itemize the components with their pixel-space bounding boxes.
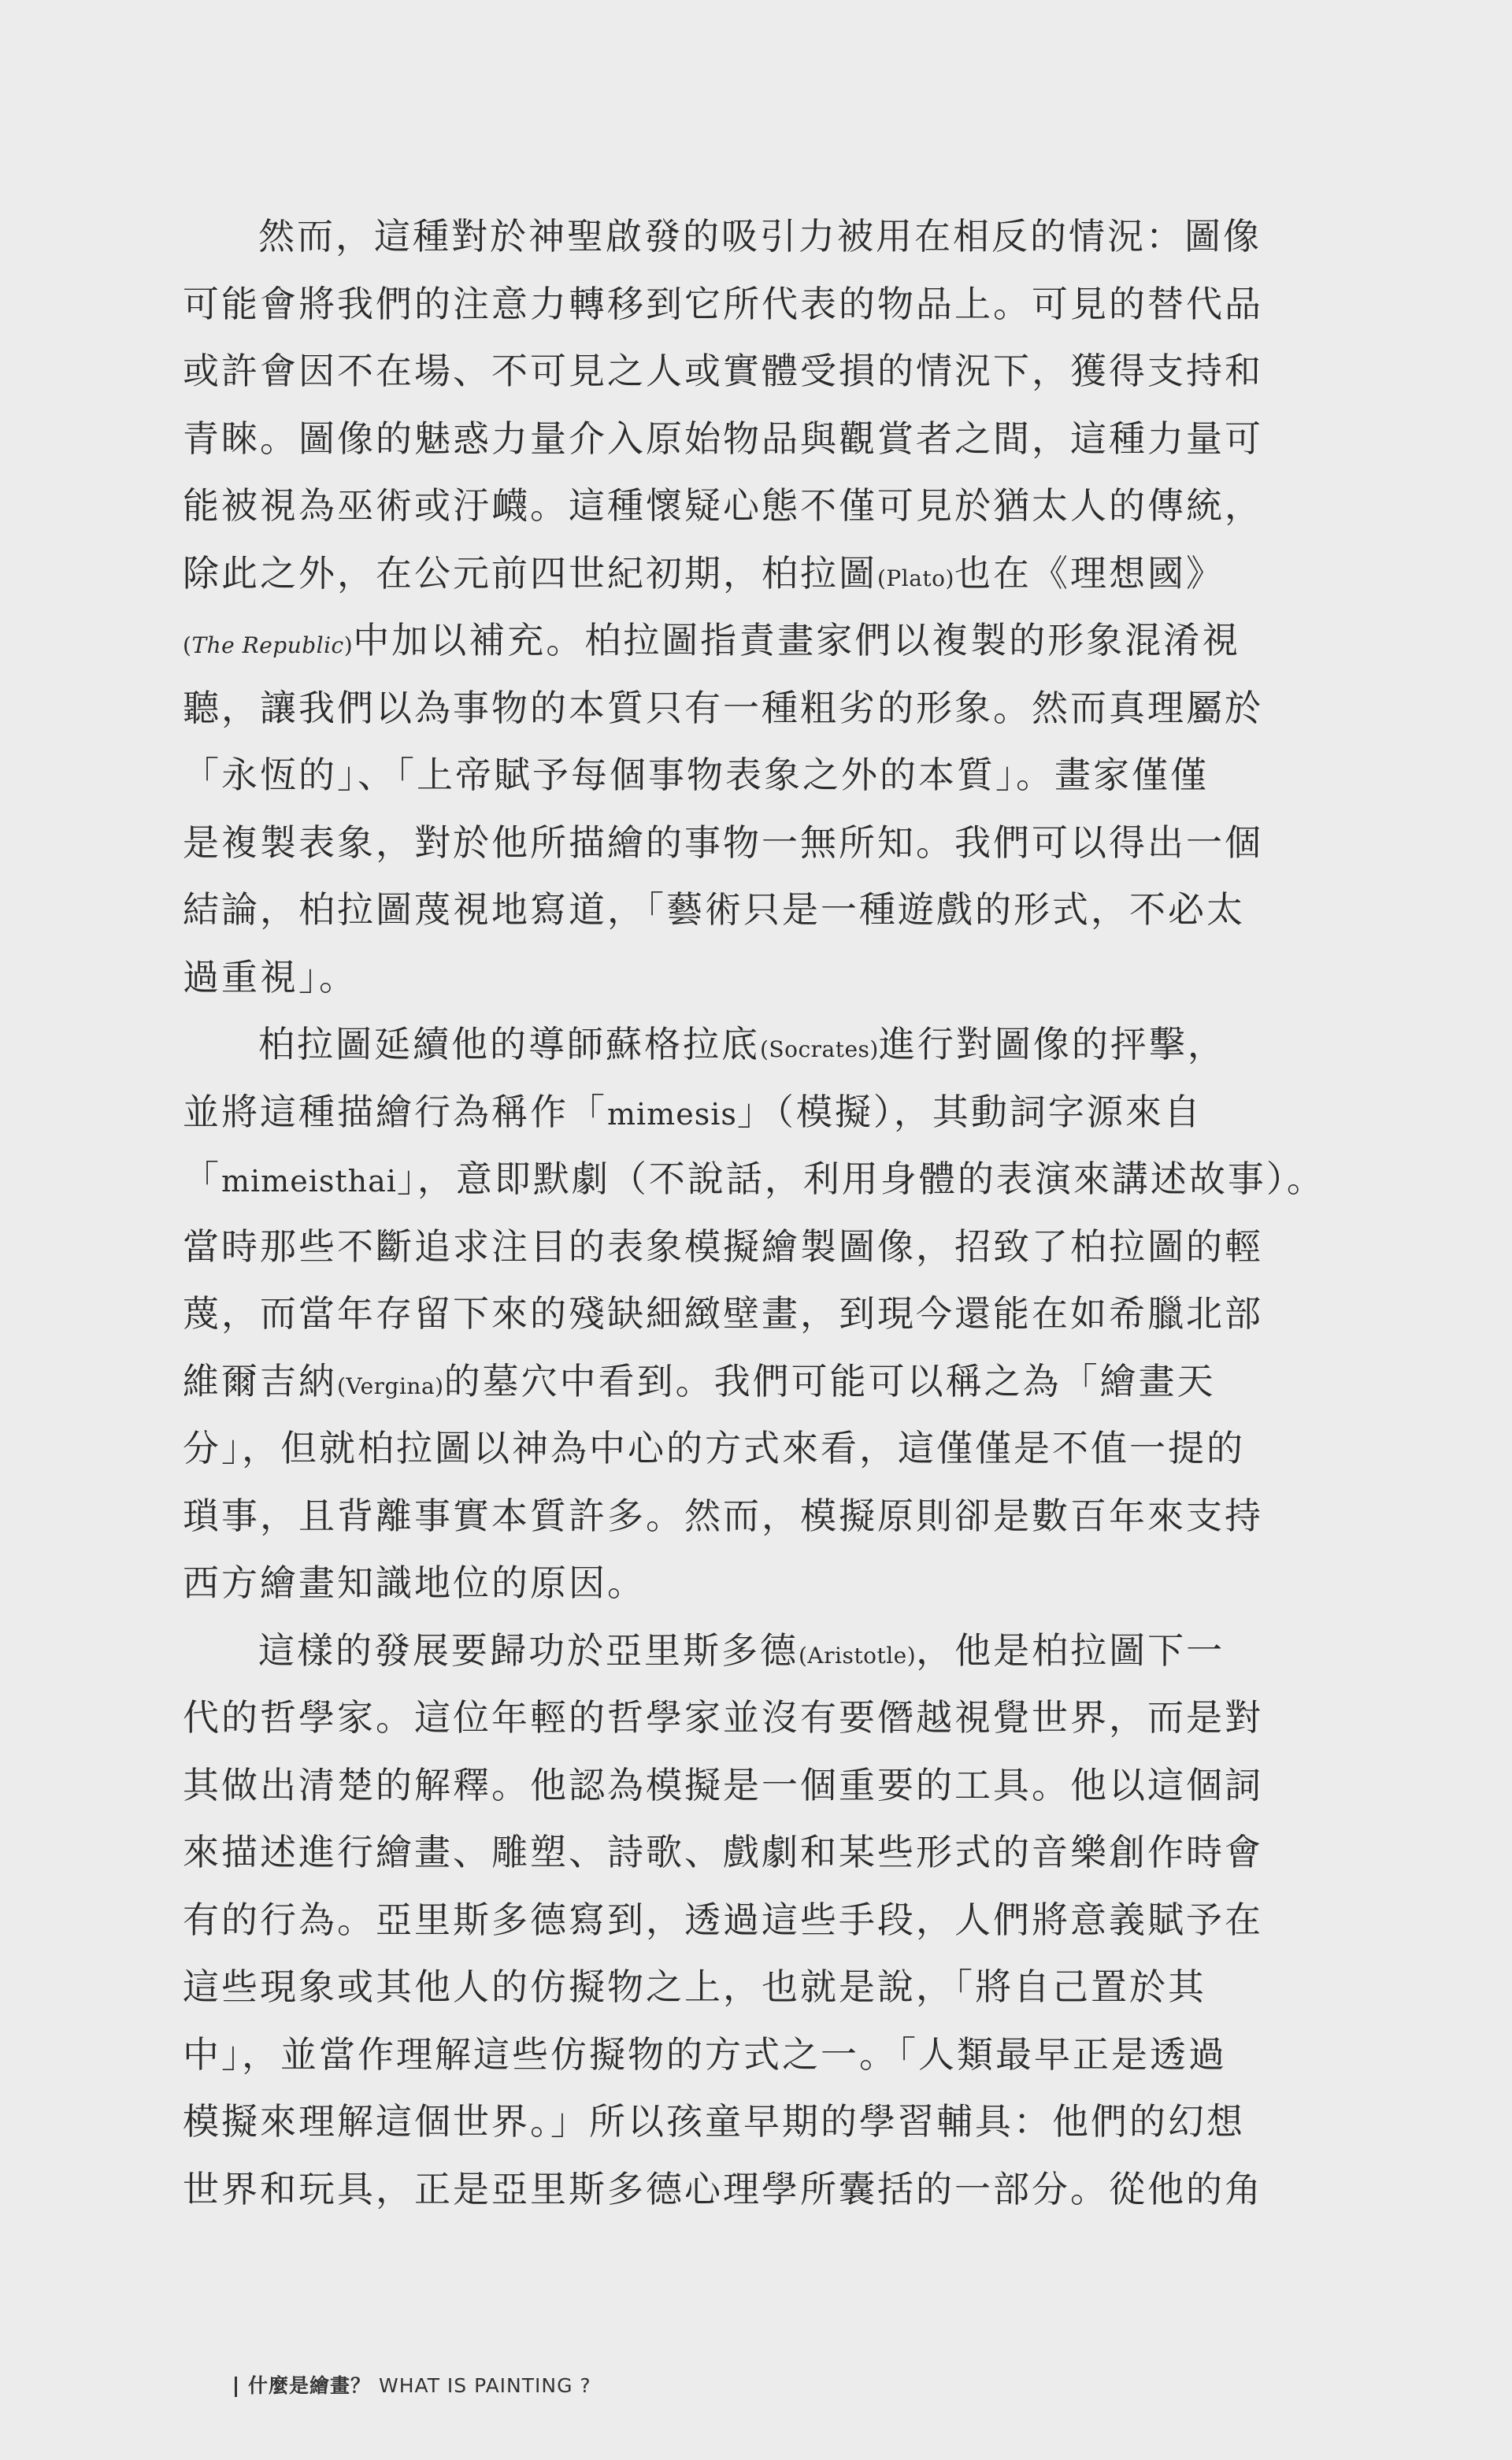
text-line: 模擬來理解這個世界。」所以孩童早期的學習輔具：他們的幻想 [183, 2100, 1245, 2143]
text-line: 當時那些不斷追求注目的表象模擬繪製圖像，招致了柏拉圖的輕 [183, 1224, 1263, 1268]
text-line: 「mimeisthai」，意即默劇（不說話，利用身體的表演來講述故事）。 [183, 1158, 1325, 1200]
text-line: 過重視」。 [183, 955, 358, 998]
footer-divider [235, 2377, 237, 2397]
text-line: 瑣事，且背離事實本質許多。然而，模擬原則卻是數百年來支持 [183, 1494, 1263, 1537]
footer-title-cn: 什麼是繪畫？ [248, 2374, 372, 2397]
text-line: 其做出清楚的解釋。他認為模擬是一個重要的工具。他以這個詞 [183, 1763, 1263, 1806]
text-line: 柏拉圖延續他的導師蘇格拉底(Socrates)進行對圖像的抨擊， [258, 1023, 1226, 1065]
text-line: 西方繪畫知識地位的原因。 [183, 1562, 646, 1604]
text-line: 中」，並當作理解這些仿擬物的方式之一。「人類最早正是透過 [183, 2032, 1227, 2076]
text-line: 然而，這種對於神聖啟發的吸引力被用在相反的情況：圖像 [258, 215, 1262, 257]
text-line: 這些現象或其他人的仿擬物之上，也就是說，「將自己置於其 [183, 1965, 1206, 2008]
text-line: 可能會將我們的注意力轉移到它所代表的物品上。可見的替代品 [183, 282, 1263, 325]
text-line: 分」，但就柏拉圖以神為中心的方式來看，這僅僅是不值一提的 [183, 1427, 1245, 1469]
text-line: 蔑，而當年存留下來的殘缺細緻壁畫，到現今還能在如希臘北部 [183, 1292, 1263, 1335]
text-line: 有的行為。亞里斯多德寫到，透過這些手段，人們將意義賦予在 [183, 1898, 1263, 1941]
running-footer [235, 2370, 591, 2399]
text-line: 青睞。圖像的魅惑力量介入原始物品與觀賞者之間，這種力量可 [183, 417, 1263, 460]
text-line: 世界和玩具，正是亞里斯多德心理學所囊括的一部分。從他的角 [183, 2167, 1263, 2210]
text-line: 這樣的發展要歸功於亞里斯多德(Aristotle)，他是柏拉圖下一 [258, 1628, 1225, 1672]
text-line: 「永恆的」、「上帝賦予每個事物表象之外的本質」。畫家僅僅 [183, 754, 1209, 796]
text-line: 除此之外，在公元前四世紀初期，柏拉圖(Plato)也在《理想國》 [183, 551, 1225, 595]
page-body [183, 203, 1340, 2223]
footer-title-en: WHAT IS PAINTING ? [379, 2374, 591, 2397]
text-line: 聽，讓我們以為事物的本質只有一種粗劣的形象。然而真理屬於 [183, 686, 1263, 729]
text-line: 或許會因不在場、不可見之人或實體受損的情況下，獲得支持和 [183, 350, 1263, 392]
text-line: (The Republic)中加以補充。柏拉圖指責畫家們以複製的形象混淆視 [183, 619, 1241, 661]
text-line: 是複製表象，對於他所描繪的事物一無所知。我們可以得出一個 [183, 821, 1263, 864]
text-line: 來描述進行繪畫、雕塑、詩歌、戲劇和某些形式的音樂創作時會 [183, 1831, 1263, 1873]
text-line: 並將這種描繪行為稱作「mimesis」（模擬），其動詞字源來自 [183, 1090, 1203, 1133]
text-line: 結論，柏拉圖蔑視地寫道，「藝術只是一種遊戲的形式，不必太 [183, 888, 1245, 931]
text-line: 能被視為巫術或汙衊。這種懷疑心態不僅可見於猶太人的傳統， [183, 484, 1263, 527]
text-line: 維爾吉納(Vergina)的墓穴中看到。我們可能可以稱之為「繪畫天 [183, 1359, 1216, 1402]
text-line: 代的哲學家。這位年輕的哲學家並沒有要僭越視覺世界，而是對 [183, 1696, 1263, 1739]
